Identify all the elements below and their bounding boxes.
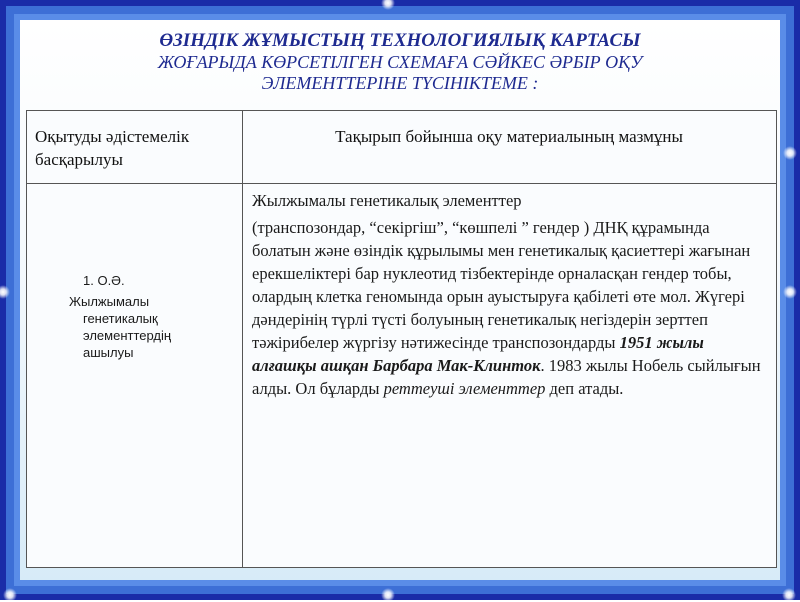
title-line-2: ЖОҒАРЫДА КӨРСЕТІЛГЕН СХЕМАҒА СӘЙКЕС ӘРБІР ОҚУ xyxy=(157,52,643,72)
content-table xyxy=(26,110,777,568)
sparkle-decoration xyxy=(783,285,797,299)
content-highlight-term: реттеуші элементтер xyxy=(383,379,546,398)
method-cell xyxy=(27,184,242,567)
page-title xyxy=(40,30,760,94)
header-right: Тақырып бойынша оқу материалының мазмұны xyxy=(335,127,683,146)
method-number: 1. О.Ә. xyxy=(83,273,125,288)
content-text-c: . 1983 жылы Нобель сыйлығын алды. Ол бұларды xyxy=(252,356,761,398)
method-line-3: элементтердің xyxy=(83,328,172,343)
header-left: Оқытуды әдістемелік басқарылуы xyxy=(35,127,190,169)
content-paragraph-1: Жылжымалы генетикалық элементтер xyxy=(252,191,522,210)
method-line-2: генетикалық xyxy=(83,311,158,326)
content-paragraph-2 xyxy=(252,216,770,400)
sparkle-decoration xyxy=(783,146,797,160)
title-line-1: ӨЗІНДІК ЖҰМЫСТЫҢ ТЕХНОЛОГИЯЛЫҚ КАРТАСЫ xyxy=(159,30,641,51)
method-text xyxy=(69,293,239,361)
method-line-4: ашылуы xyxy=(83,345,134,360)
title-line-3: ЭЛЕМЕНТТЕРІНЕ ТҮСІНІКТЕМЕ : xyxy=(261,73,539,93)
content-cell xyxy=(252,189,770,400)
content-text-a: (транспозондар, “секіргіш”, “көшпелі ” гендер ) ДНҚ құрамында болатын және өзіндік құрылымы мен генетикалық қасиеттері жағынан ерекшеліктері бар нуклеотид тізбектерінде орналасқан гендер тобы, олардың клетка геномында орын ауыстыруға қабілеті өте мол. Жүгері дәндерінің түрлі түсті болуының генетикалық негіздерін зерттеп тәжірибелер жүргізу нәтижесінде транспозондарды xyxy=(252,218,751,352)
content-text-e: деп атады. xyxy=(545,379,624,398)
content-highlight-discovery: 1951 жылы алғашқы ашқан Барбара Мак-Клинток xyxy=(252,333,704,375)
method-line-1: Жылжымалы xyxy=(69,294,150,309)
column-divider xyxy=(242,111,243,567)
